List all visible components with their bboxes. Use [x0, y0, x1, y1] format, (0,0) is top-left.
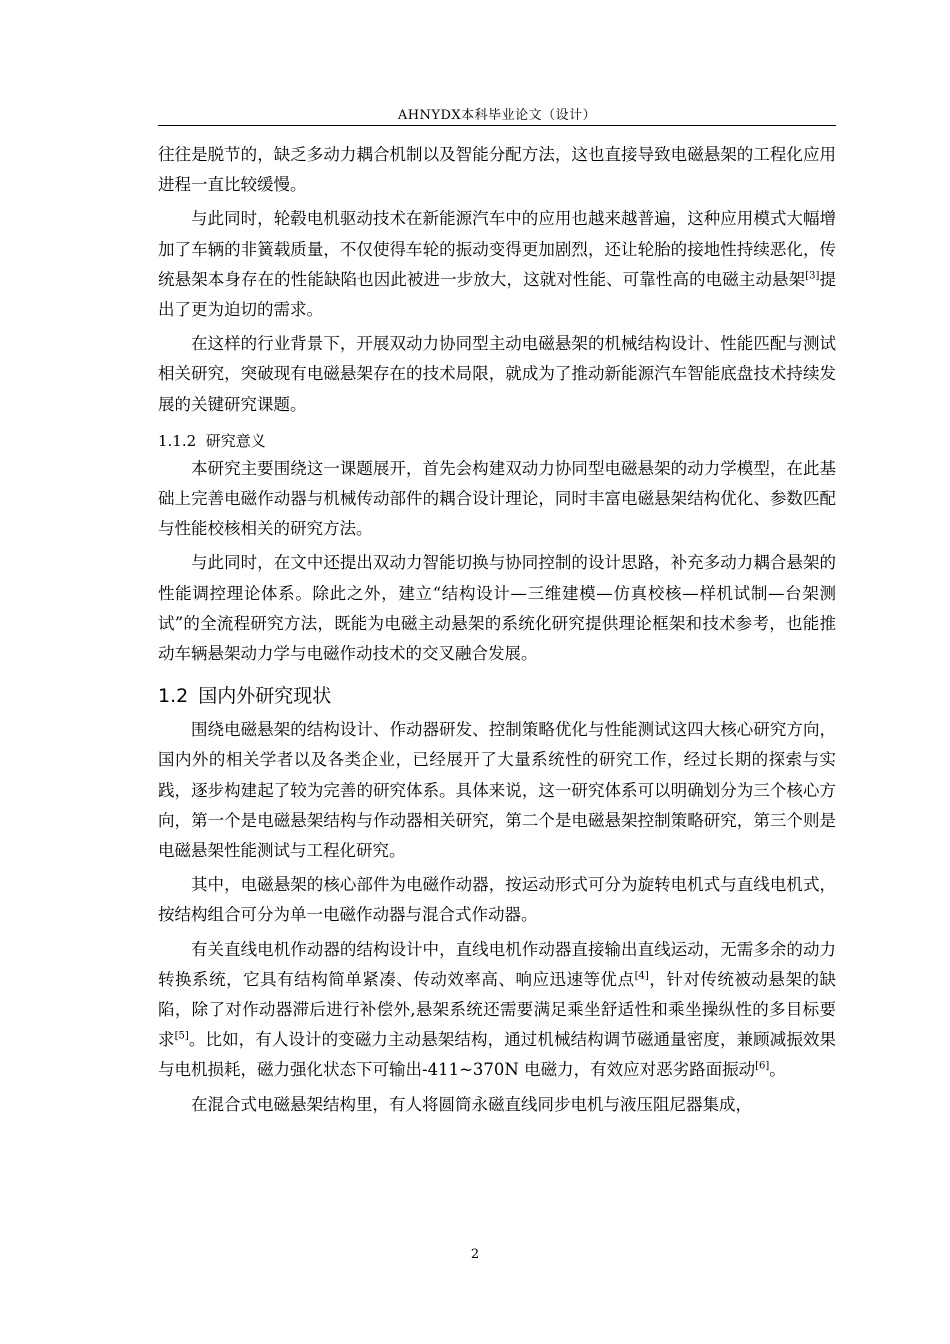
paragraph-hub-motor [158, 204, 836, 325]
paragraph-hybrid: 在混合式电磁悬架结构里，有人将圆筒永磁直线同步电机与液压阻尼器集成， [191, 1094, 752, 1114]
paragraph-text: 。 [769, 1060, 786, 1080]
subsection-number: 1.1.2 [158, 431, 197, 450]
section-title: 国内外研究现状 [198, 685, 332, 708]
section-number: 1.2 [158, 685, 189, 708]
page-body [158, 140, 836, 1120]
paragraph-actuator-types: 其中，电磁悬架的核心部件为电磁作动器，按运动形式可分为旋转电机式与直线电机式，按结构组合可分为单一电磁作动器与混合式作动器。 [158, 875, 836, 925]
paragraph-continued: 往往是脱节的，缺乏多动力耦合机制以及智能分配方法，这也直接导致电磁悬架的工程化应用进程一直比较缓慢。 [158, 145, 836, 195]
citation: [3] [805, 270, 820, 282]
paragraph-text: 有关直线电机作动器的结构设计中，直线电机作动器直接输出直线运动，无需多余的动力转换系统，它具有结构简单紧凑、传动效率高、响应迅速等优点 [158, 939, 836, 989]
paragraph-text: 提出了更为迫切的需求。 [158, 269, 837, 320]
citation: [6] [755, 1060, 770, 1072]
paragraph-text: 。比如，有人设计的变磁力主动悬架结构，通过机械结构调节磁通量密度，兼顾减振效果与电机损耗，磁力强化状态下可输出-411~370N 电磁力，有效应对恶劣路面振动 [158, 1030, 837, 1080]
page-number: 2 [470, 1247, 480, 1262]
header-rule [158, 125, 836, 126]
subsection-heading [158, 428, 836, 454]
paragraph-research-status: 围绕电磁悬架的结构设计、作动器研发、控制策略优化与性能测试这四大核心研究方向，国内外的相关学者以及各类企业，已经展开了大量系统性的研究工作，经过长期的探索与实践，逐步构建起了较为完善的研究体系。具体来说，这一研究体系可以明确划分为三个核心方向，第一个是电磁悬架结构与作动器相关研究，第二个是电磁悬架控制策略研究，第三个则是电磁悬架性能测试与工程化研究。 [158, 720, 836, 861]
paragraph-linear-motor [158, 935, 836, 1086]
citation: [4] [634, 970, 649, 982]
subsection-title: 研究意义 [205, 431, 266, 450]
paragraph-background: 在这样的行业背景下，开展双动力协同型主动电磁悬架的机械结构设计、性能匹配与测试相关研究，突破现有电磁悬架存在的技术局限，就成为了推动新能源汽车智能底盘技术持续发展的关键研究课题。 [158, 334, 836, 414]
paragraph-significance-2: 与此同时，在文中还提出双动力智能切换与协同控制的设计思路，补充多动力耦合悬架的性能调控理论体系。除此之外，建立“结构设计—三维建模—仿真校核—样机试制—台架测试”的全流程研究方法，既能为电磁主动悬架的系统化研究提供理论框架和技术参考，也能推动车辆悬架动力学与电磁作动技术的交叉融合发展。 [158, 553, 836, 664]
citation: [5] [174, 1030, 189, 1042]
section-heading [158, 683, 836, 709]
paragraph-text: ，针对传统被动悬架的缺陷，除了对作动器滞后进行补偿外,悬架系统还需要满足乘坐舒适性和乘坐操纵性的多目标要求 [158, 969, 837, 1050]
paragraph-significance-1: 本研究主要围绕这一课题展开，首先会构建双动力协同型电磁悬架的动力学模型，在此基础上完善电磁作动器与机械传动部件的耦合设计理论，同时丰富电磁悬架结构优化、参数匹配与性能校核相关的研究方法。 [158, 458, 836, 539]
running-header: AHNYDX本科毕业论文（设计） [397, 108, 597, 123]
paragraph-text: 与此同时，轮毂电机驱动技术在新能源汽车中的应用也越来越普遍，这种应用模式大幅增加了车辆的非簧载质量，不仅使得车轮的振动变得更加剧烈，还让轮胎的接地性持续恶化，传统悬架本身存在的性能缺陷也因此被进一步放大，这就对性能、可靠性高的电磁主动悬架 [158, 209, 836, 289]
